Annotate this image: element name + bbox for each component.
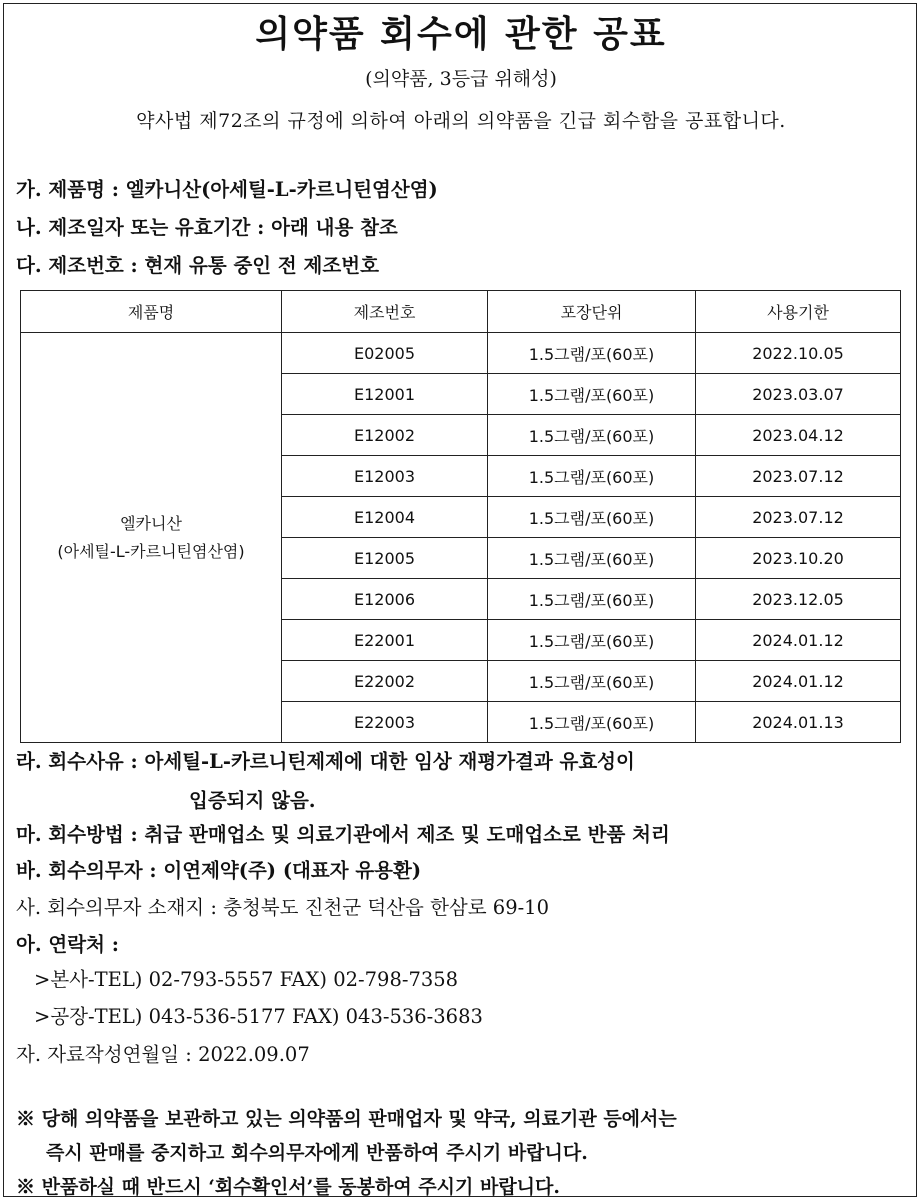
package-unit-cell: 1.5그램/포(60포) bbox=[488, 333, 696, 374]
item-address-label: 사. 회수의무자 소재지 : bbox=[16, 896, 217, 919]
item-obligor-value: 이연제약(주) (대표자 유용환) bbox=[163, 859, 422, 882]
expiry-date-cell: 2023.07.12 bbox=[696, 456, 901, 497]
item-obligor bbox=[16, 855, 421, 883]
header-product-name: 제품명 bbox=[21, 291, 282, 333]
item-created-label: 자. 자료작성연월일 : bbox=[16, 1043, 192, 1066]
package-unit-cell: 1.5그램/포(60포) bbox=[488, 415, 696, 456]
table-body bbox=[21, 333, 901, 743]
item-address-value: 충청북도 진천군 덕산읍 한삼로 69-10 bbox=[223, 896, 549, 919]
lot-number-cell: E22003 bbox=[282, 702, 488, 743]
lot-number-cell: E22002 bbox=[282, 661, 488, 702]
product-name-line2: (아세틸-L-카르니틴염산염) bbox=[57, 541, 245, 561]
expiry-date-cell: 2024.01.12 bbox=[696, 620, 901, 661]
expiry-date-cell: 2022.10.05 bbox=[696, 333, 901, 374]
expiry-date-cell: 2023.03.07 bbox=[696, 374, 901, 415]
item-reason bbox=[16, 746, 635, 774]
expiry-date-cell: 2023.04.12 bbox=[696, 415, 901, 456]
item-method-label: 마. 회수방법 : bbox=[16, 823, 138, 846]
package-unit-cell: 1.5그램/포(60포) bbox=[488, 579, 696, 620]
note-2: ※ 반품하실 때 반드시 ‘회수확인서’를 동봉하여 주시기 바랍니다. bbox=[16, 1176, 560, 1198]
expiry-date-cell: 2024.01.12 bbox=[696, 661, 901, 702]
package-unit-cell: 1.5그램/포(60포) bbox=[488, 374, 696, 415]
recall-lot-table bbox=[20, 290, 901, 743]
lot-number-cell: E12001 bbox=[282, 374, 488, 415]
contact-factory: >공장-TEL) 043-536-5177 FAX) 043-536-3683 bbox=[34, 1005, 483, 1028]
header-package-unit: 포장단위 bbox=[488, 291, 696, 333]
header-expiry-date: 사용기한 bbox=[696, 291, 901, 333]
header-lot-number: 제조번호 bbox=[282, 291, 488, 333]
table-header-row bbox=[21, 291, 901, 333]
product-name-cell bbox=[21, 333, 282, 743]
expiry-date-cell: 2023.12.05 bbox=[696, 579, 901, 620]
expiry-date-cell: 2024.01.13 bbox=[696, 702, 901, 743]
intro-text: 약사법 제72조의 규정에 의하여 아래의 의약품을 긴급 회수함을 공표합니다. bbox=[136, 110, 786, 132]
package-unit-cell: 1.5그램/포(60포) bbox=[488, 661, 696, 702]
lot-number-cell: E22001 bbox=[282, 620, 488, 661]
package-unit-cell: 1.5그램/포(60포) bbox=[488, 456, 696, 497]
item-date-label: 나. 제조일자 또는 유효기간 : bbox=[16, 216, 265, 239]
item-reason-line2: 입증되지 않음. bbox=[189, 789, 316, 812]
hazard-grade: (의약품, 3등급 위해성) bbox=[365, 68, 557, 90]
lot-number-cell: E02005 bbox=[282, 333, 488, 374]
package-unit-cell: 1.5그램/포(60포) bbox=[488, 702, 696, 743]
expiry-date-cell: 2023.10.20 bbox=[696, 538, 901, 579]
expiry-date-cell: 2023.07.12 bbox=[696, 497, 901, 538]
table-row bbox=[21, 333, 901, 374]
item-date-value: 아래 내용 참조 bbox=[271, 216, 398, 239]
note-1-line1: ※ 당해 의약품을 보관하고 있는 의약품의 판매업자 및 약국, 의료기관 등에서는 bbox=[16, 1108, 677, 1130]
item-reason-label: 라. 회수사유 : bbox=[16, 750, 138, 773]
item-method-value: 취급 판매업소 및 의료기관에서 제조 및 도매업소로 반품 처리 bbox=[144, 823, 670, 846]
item-address bbox=[16, 892, 549, 920]
item-reason-line1: 아세틸-L-카르니틴제제에 대한 임상 재평가결과 유효성이 bbox=[144, 750, 635, 773]
lot-number-cell: E12004 bbox=[282, 497, 488, 538]
note-1-line2: 즉시 판매를 중지하고 회수의무자에게 반품하여 주시기 바랍니다. bbox=[46, 1142, 588, 1164]
item-contact-label: 아. 연락처 : bbox=[16, 933, 119, 956]
lot-number-cell: E12003 bbox=[282, 456, 488, 497]
item-lot-label: 다. 제조번호 : bbox=[16, 254, 138, 277]
item-lot bbox=[16, 250, 379, 278]
item-created-value: 2022.09.07 bbox=[198, 1043, 310, 1066]
document-title: 의약품 회수에 관한 공표 bbox=[255, 14, 667, 55]
item-method bbox=[16, 819, 670, 847]
product-name-line1: 엘카니산 bbox=[120, 513, 182, 533]
item-product-value: 엘카니산(아세틸-L-카르니틴염산염) bbox=[125, 178, 438, 201]
item-product bbox=[16, 174, 438, 202]
item-created bbox=[16, 1039, 310, 1067]
lot-number-cell: E12005 bbox=[282, 538, 488, 579]
item-date bbox=[16, 212, 398, 240]
lot-number-cell: E12002 bbox=[282, 415, 488, 456]
item-obligor-label: 바. 회수의무자 : bbox=[16, 859, 157, 882]
package-unit-cell: 1.5그램/포(60포) bbox=[488, 538, 696, 579]
lot-number-cell: E12006 bbox=[282, 579, 488, 620]
package-unit-cell: 1.5그램/포(60포) bbox=[488, 497, 696, 538]
package-unit-cell: 1.5그램/포(60포) bbox=[488, 620, 696, 661]
item-lot-value: 현재 유통 중인 전 제조번호 bbox=[144, 254, 379, 277]
item-product-label: 가. 제품명 : bbox=[16, 178, 119, 201]
contact-hq: >본사-TEL) 02-793-5557 FAX) 02-798-7358 bbox=[34, 968, 459, 991]
